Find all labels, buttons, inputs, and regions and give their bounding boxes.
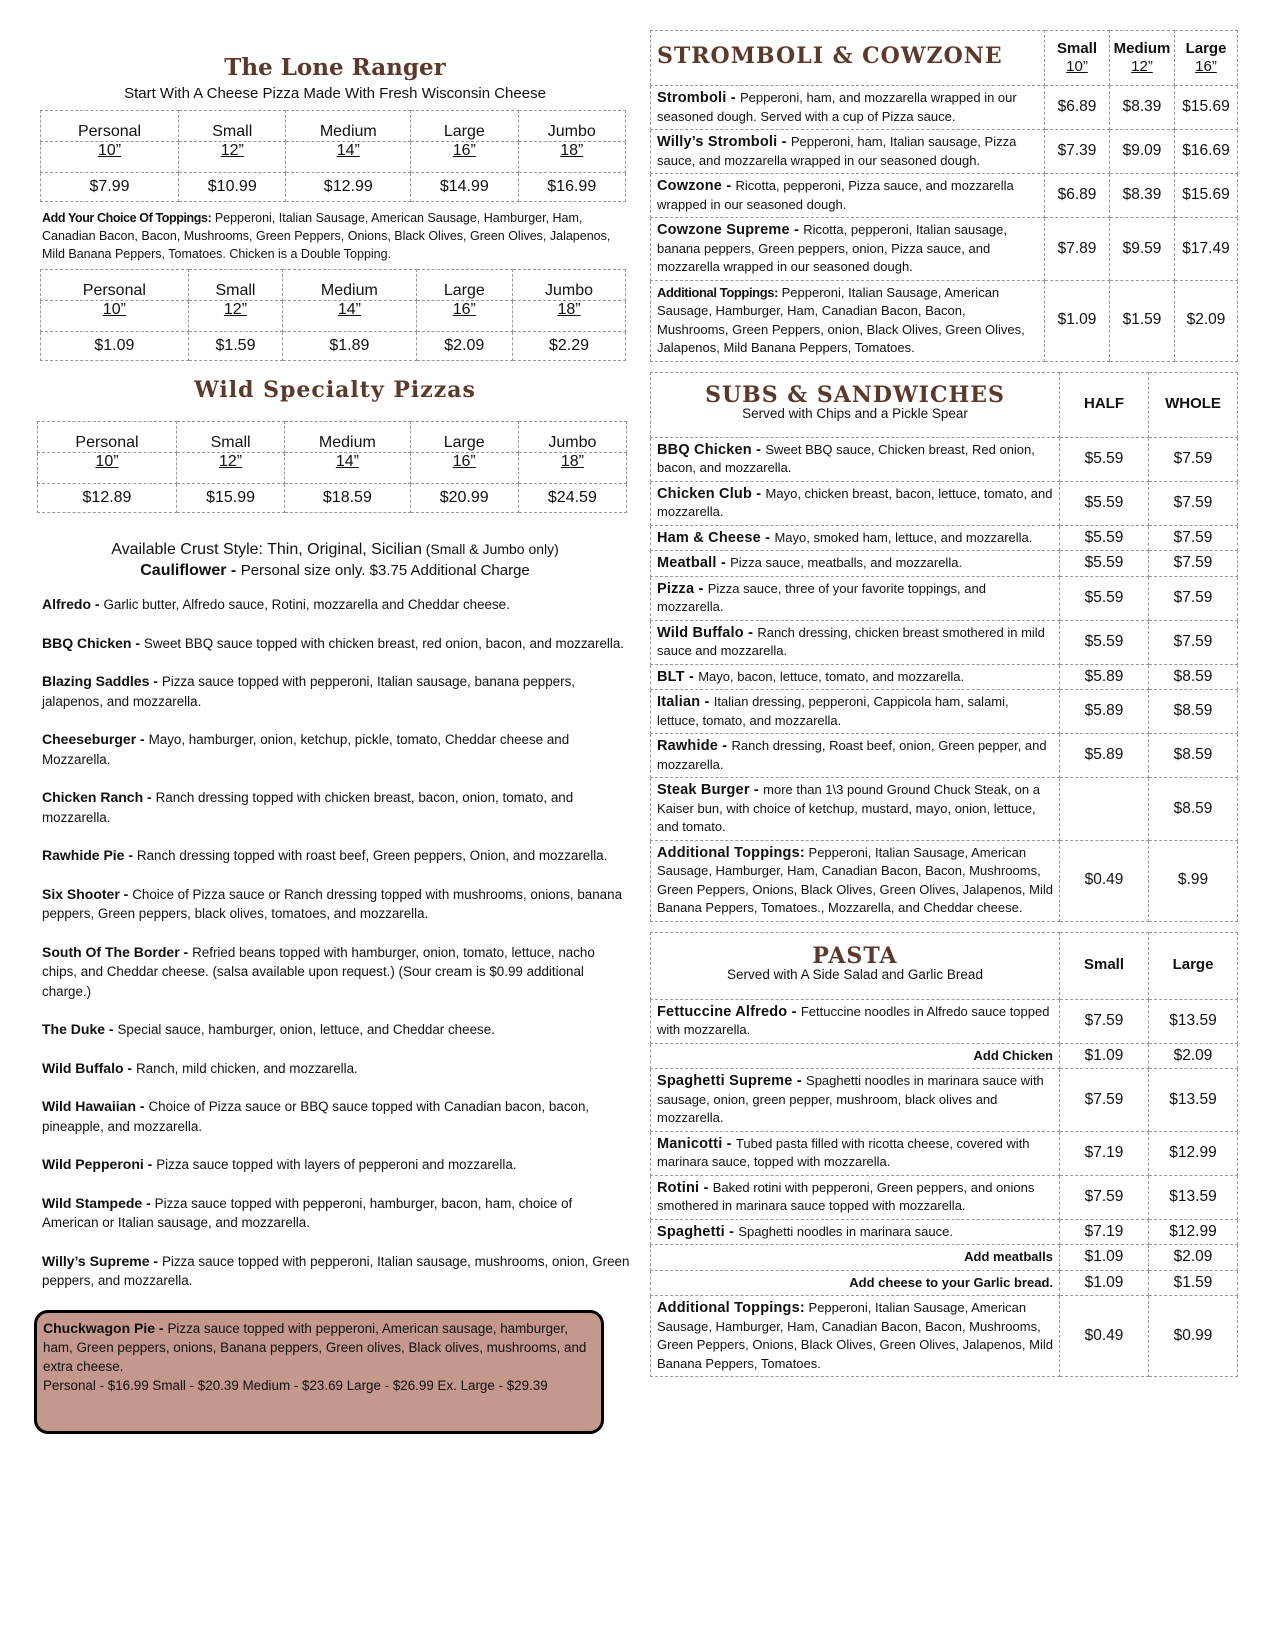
pizza-name: Chicken Ranch - <box>42 789 156 805</box>
item-name: Stromboli - <box>657 90 740 106</box>
right-column <box>650 30 1240 1377</box>
pizza-desc: Refried beans topped with hamburger, onion, tomato, lettuce, nacho chips, and Cheddar cheese. (salsa available upon request.) (Sour cream is $0.99 additional charge.) <box>42 944 595 999</box>
pizza-name: Blazing Saddles - <box>42 673 162 689</box>
pizza-desc: Ranch dressing topped with chicken breast, bacon, onion, tomato, and mozzarella. <box>42 790 574 825</box>
topping-size-inches: 14” <box>283 301 416 332</box>
pasta-header <box>651 932 1238 999</box>
pizza-desc: Pizza sauce topped with pepperoni, hamburger, bacon, ham, choice of American or Italian sausage, and mozzarella. <box>42 1195 573 1230</box>
stromboli-item <box>651 130 1045 174</box>
specialty-row-inch <box>38 453 627 484</box>
item-name: Ham & Cheese - <box>657 529 775 546</box>
pasta-addon: Add Chicken <box>651 1043 1060 1069</box>
pasta-price: $13.59 <box>1149 1069 1238 1132</box>
pizza-desc: Special sauce, hamburger, onion, lettuce, and Cheddar cheese. <box>117 1022 495 1037</box>
subs-price: $5.89 <box>1060 690 1149 734</box>
subs-subtitle: Served with Chips and a Pickle Spear <box>742 405 968 421</box>
specialty-size-price: $20.99 <box>410 484 518 513</box>
pizza-name: Wild Stampede - <box>42 1194 155 1211</box>
item-name: Wild Buffalo - <box>657 624 758 641</box>
chuckwagon-box <box>34 1310 604 1434</box>
item-name: Chicken Club - <box>657 485 766 502</box>
crust-label: Available Crust Style: Thin, Original, Sicilian <box>111 541 422 558</box>
chuckwagon-name: Chuckwagon Pie - <box>43 1319 168 1336</box>
pizza-name: Wild Buffalo - <box>42 1059 136 1076</box>
stromboli-row <box>651 130 1238 174</box>
pizza-name: The Duke - <box>42 1021 118 1037</box>
lone-ranger-size-price: $7.99 <box>41 173 179 202</box>
lone-ranger-size-label: Small <box>179 111 286 142</box>
pizza-item <box>42 1155 630 1175</box>
stromboli-additional-price: $2.09 <box>1175 280 1238 361</box>
subs-row <box>651 437 1238 481</box>
pizza-desc: Sweet BBQ sauce topped with chicken breast, red onion, bacon, and mozzarella. <box>143 635 625 651</box>
item-desc: Spaghetti noodles in marinara sauce. <box>738 1223 953 1239</box>
pasta-title: PASTA <box>812 943 898 969</box>
stromboli-row <box>651 174 1238 218</box>
subs-title-cell <box>651 372 1060 437</box>
topping-size-price: $2.09 <box>416 332 513 361</box>
pasta-row <box>651 999 1238 1043</box>
specialty-size-label: Personal <box>38 422 177 453</box>
subs-row <box>651 620 1238 664</box>
subs-price: $8.59 <box>1149 690 1238 734</box>
subs-additional-price: $.99 <box>1149 840 1238 921</box>
pizza-name: Six Shooter - <box>42 885 133 902</box>
specialty-size-inches: 18” <box>518 453 626 484</box>
pizza-name: Wild Pepperoni - <box>42 1156 157 1172</box>
item-desc: Pepperoni, ham, Italian sausage, Pizza sauce, and mozzarella wrapped in our seasoned dough. <box>657 134 1017 168</box>
subs-price: $5.89 <box>1060 734 1149 778</box>
pasta-row <box>651 1245 1238 1271</box>
additional-label: Additional Toppings: <box>657 844 805 861</box>
stromboli-header <box>651 31 1238 86</box>
pizza-item <box>42 885 630 924</box>
item-desc: Italian dressing, pepperoni, Cappicola ham, salami, lettuce, tomato, and mozzarella. <box>657 694 1009 728</box>
pasta-price: $7.19 <box>1060 1131 1149 1175</box>
pasta-row <box>651 1270 1238 1296</box>
item-name: Italian - <box>657 694 714 710</box>
pizza-name: BBQ Chicken - <box>42 634 144 651</box>
specialty-size-price: $18.59 <box>285 484 410 513</box>
specialty-size-price: $24.59 <box>518 484 626 513</box>
subs-price: $8.59 <box>1149 778 1238 841</box>
pasta-price: $12.99 <box>1149 1131 1238 1175</box>
pizza-name: Wild Hawaiian - <box>42 1098 149 1114</box>
item-desc: Ranch dressing, Roast beef, onion, Green pepper, and mozzarella. <box>657 738 1047 772</box>
pizza-desc: Ranch, mild chicken, and mozzarella. <box>135 1060 358 1076</box>
subs-item <box>651 620 1060 664</box>
col-inches: 10” <box>1066 58 1088 75</box>
specialty-size-inches: 16” <box>410 453 518 484</box>
subs-price: $8.59 <box>1149 734 1238 778</box>
subs-row <box>651 576 1238 620</box>
pasta-price: $7.59 <box>1060 999 1149 1043</box>
pasta-price: $7.19 <box>1060 1219 1149 1245</box>
pizza-name: Rawhide Pie - <box>42 847 137 863</box>
topping-size-inches: 10” <box>41 301 189 332</box>
subs-item <box>651 778 1060 841</box>
item-desc: Pizza sauce, meatballs, and mozzarella. <box>730 555 963 570</box>
pasta-price: $2.09 <box>1149 1245 1238 1271</box>
subs-item <box>651 525 1060 551</box>
item-desc: Spaghetti noodles in marinara sauce with sausage, onion, green pepper, mushroom, black olives and mozzarella. <box>657 1073 1044 1125</box>
additional-label: Additional Toppings: <box>657 284 779 300</box>
pasta-additional-row <box>651 1296 1238 1377</box>
item-desc: Sweet BBQ sauce, Chicken breast, Red onion, bacon, and mozzarella. <box>657 441 1035 475</box>
item-name: Cowzone - <box>657 178 736 194</box>
pizza-item <box>42 730 630 769</box>
subs-additional <box>651 840 1060 921</box>
item-desc: Mayo, bacon, lettuce, tomato, and mozzarella. <box>698 668 965 684</box>
pasta-price: $12.99 <box>1149 1219 1238 1245</box>
pizza-item <box>42 943 630 1002</box>
pasta-item <box>651 1131 1060 1175</box>
additional-label: Additional Toppings: <box>657 1300 805 1316</box>
specialty-row-price <box>38 484 627 513</box>
subs-additional-row <box>651 840 1238 921</box>
subs-header <box>651 372 1238 437</box>
specialty-size-table <box>37 421 627 513</box>
item-desc: Baked rotini with pepperoni, Green peppers, and onions smothered in marinara sauce topped with mozzarella. <box>657 1179 1035 1213</box>
item-desc: Tubed pasta filled with ricotta cheese, covered with marinara sauce, topped with mozzarella. <box>657 1135 1030 1169</box>
item-desc: Ricotta, pepperoni, Pizza sauce, and mozzarella wrapped in our seasoned dough. <box>657 178 1014 212</box>
subs-price: $5.59 <box>1060 551 1149 577</box>
pasta-price: $1.09 <box>1060 1270 1149 1296</box>
col-name: Small <box>1056 39 1098 57</box>
pasta-row <box>651 1043 1238 1069</box>
item-desc: Mayo, smoked ham, lettuce, and mozzarella. <box>774 529 1033 545</box>
subs-row <box>651 551 1238 577</box>
pasta-row <box>651 1175 1238 1219</box>
subs-item <box>651 690 1060 734</box>
topping-row-name <box>41 270 626 301</box>
specialty-size-inches: 10” <box>38 453 177 484</box>
item-desc: Pepperoni, ham, and mozzarella wrapped in our seasoned dough. Served with a cup of Pizza sauce. <box>657 90 1017 124</box>
pizza-item <box>42 1194 630 1233</box>
subs-row <box>651 525 1238 551</box>
pizza-item <box>42 1020 630 1040</box>
lone-ranger-subtitle: Start With A Cheese Pizza Made With Fresh Wisconsin Cheese <box>124 85 546 102</box>
subs-price: $5.59 <box>1060 620 1149 664</box>
pizza-desc: Garlic butter, Alfredo sauce, Rotini, mozzarella and Cheddar cheese. <box>103 597 510 612</box>
subs-item <box>651 437 1060 481</box>
cauli-label: Cauliflower - <box>140 562 241 579</box>
item-desc: Ranch dressing, chicken breast smothered in mild sauce and mozzarella. <box>657 624 1045 658</box>
stromboli-price: $9.59 <box>1110 218 1175 281</box>
topping-row-price <box>41 332 626 361</box>
pizza-desc: Choice of Pizza sauce or BBQ sauce topped with Canadian bacon, bacon, pineapple, and mozzarella. <box>42 1099 590 1134</box>
subs-row <box>651 778 1238 841</box>
pizza-item <box>42 788 630 827</box>
item-desc: more than 1\3 pound Ground Chuck Steak, on a Kaiser bun, with choice of ketchup, mustard, mayo, onion, lettuce, and tomato. <box>657 782 1040 834</box>
stromboli-table <box>650 30 1238 362</box>
topping-row-inch <box>41 301 626 332</box>
topping-size-label: Jumbo <box>513 270 626 301</box>
stromboli-title-text: STROMBOLI & COWZONE <box>657 43 1003 70</box>
subs-price: $7.59 <box>1149 551 1238 577</box>
topping-size-label: Large <box>416 270 513 301</box>
stromboli-price: $8.39 <box>1110 174 1175 218</box>
stromboli-row <box>651 218 1238 281</box>
lone-ranger-title: The Lone Ranger <box>224 54 446 81</box>
item-desc: Pizza sauce, three of your favorite toppings, and mozzarella. <box>657 580 986 614</box>
subs-price: $7.59 <box>1149 525 1238 551</box>
stromboli-item <box>651 86 1045 130</box>
additional-desc: Pepperoni, Italian Sausage, American Sausage, Hamburger, Ham, Canadian Bacon, Bacon, Mushrooms, Green Peppers, Onions, Black Olives, Green Olives, Jalapenos, Mild Banana Peppers, Tomatoes. <box>657 1300 1053 1371</box>
stromboli-price: $6.89 <box>1045 86 1110 130</box>
pizza-item <box>42 634 630 654</box>
lone-ranger-size-inches: 18” <box>518 142 626 173</box>
stromboli-price: $15.69 <box>1175 86 1238 130</box>
subs-row <box>651 664 1238 690</box>
pasta-additional-price: $0.99 <box>1149 1296 1238 1377</box>
topping-size-price: $2.29 <box>513 332 626 361</box>
subs-price <box>1060 778 1149 841</box>
item-name: Spaghetti - <box>657 1223 739 1240</box>
pasta-title-cell <box>651 932 1060 999</box>
pizza-item <box>42 1097 630 1136</box>
lone-ranger-size-inches: 14” <box>286 142 411 173</box>
lone-ranger-row-name <box>41 111 626 142</box>
subs-item <box>651 481 1060 525</box>
topping-size-inches: 18” <box>513 301 626 332</box>
pasta-item <box>651 1069 1060 1132</box>
subs-additional-price: $0.49 <box>1060 840 1149 921</box>
pizza-name: Cheeseburger - <box>42 731 149 747</box>
topping-size-inches: 12” <box>188 301 283 332</box>
stromboli-additional-price: $1.09 <box>1045 280 1110 361</box>
item-name: Willy’s Stromboli - <box>657 134 791 150</box>
subs-item <box>651 551 1060 577</box>
pizza-name: Alfredo - <box>42 596 104 612</box>
subs-price: $5.59 <box>1060 576 1149 620</box>
pizza-item <box>42 595 630 615</box>
pasta-price: $13.59 <box>1149 1175 1238 1219</box>
specialty-size-price: $15.99 <box>176 484 284 513</box>
subs-col-header: WHOLE <box>1149 372 1238 437</box>
lone-ranger-size-label: Large <box>411 111 518 142</box>
subs-table <box>650 372 1238 922</box>
topping-size-price: $1.59 <box>188 332 283 361</box>
pizza-desc: Pizza sauce topped with layers of pepperoni and mozzarella. <box>156 1157 517 1172</box>
topping-size-label: Small <box>188 270 283 301</box>
crust-info <box>40 539 630 581</box>
pizza-item <box>42 672 630 711</box>
lone-ranger-size-table <box>40 110 626 202</box>
lone-ranger-size-label: Jumbo <box>518 111 626 142</box>
pasta-price: $1.09 <box>1060 1043 1149 1069</box>
specialty-size-label: Medium <box>285 422 410 453</box>
subs-price: $5.59 <box>1060 525 1149 551</box>
subs-price: $5.59 <box>1060 437 1149 481</box>
pasta-col-header: Small <box>1060 932 1149 999</box>
item-name: Meatball - <box>657 555 731 571</box>
subs-price: $7.59 <box>1149 437 1238 481</box>
stromboli-col-header <box>1045 31 1110 86</box>
subs-title: SUBS & SANDWICHES <box>705 382 1005 408</box>
subs-row <box>651 734 1238 778</box>
lone-ranger-size-inches: 12” <box>179 142 286 173</box>
col-name: Medium <box>1113 39 1171 57</box>
item-name: Spaghetti Supreme - <box>657 1073 807 1089</box>
pizza-desc: Pizza sauce topped with pepperoni, Italian sausage, banana peppers, jalapenos, and mozzarella. <box>42 674 575 709</box>
col-inches: 16” <box>1195 58 1217 75</box>
stromboli-col-header <box>1110 31 1175 86</box>
subs-price: $5.89 <box>1060 664 1149 690</box>
stromboli-title <box>651 31 1045 86</box>
stromboli-additional-row <box>651 280 1238 361</box>
pasta-addon: Add cheese to your Garlic bread. <box>651 1270 1060 1296</box>
item-desc: Ricotta, pepperoni, Italian sausage, banana peppers, Green peppers, onion, Pizza sauce, and mozzarella wrapped in our seasoned dough. <box>657 222 1008 274</box>
pizza-name: South Of The Border - <box>42 943 193 960</box>
specialty-pizza-list <box>40 595 630 1291</box>
item-desc: Fettuccine noodles in Alfredo sauce topped with mozzarella. <box>657 1003 1050 1037</box>
chuckwagon-prices: Personal - $16.99 Small - $20.39 Medium - $23.69 Large - $26.99 Ex. Large - $29.39 <box>43 1377 548 1393</box>
pasta-price: $13.59 <box>1149 999 1238 1043</box>
item-name: Fettuccine Alfredo - <box>657 1003 801 1020</box>
pasta-price: $2.09 <box>1149 1043 1238 1069</box>
stromboli-price: $7.89 <box>1045 218 1110 281</box>
pizza-desc: Mayo, hamburger, onion, ketchup, pickle, tomato, Cheddar cheese and Mozzarella. <box>42 732 570 767</box>
pizza-item <box>42 846 630 866</box>
item-name: Manicotti - <box>657 1135 736 1152</box>
pasta-row <box>651 1069 1238 1132</box>
subs-item <box>651 576 1060 620</box>
specialty-size-label: Jumbo <box>518 422 626 453</box>
item-name: Steak Burger - <box>657 782 764 798</box>
lone-ranger-size-price: $12.99 <box>286 173 411 202</box>
subs-price: $7.59 <box>1149 481 1238 525</box>
stromboli-item <box>651 174 1045 218</box>
specialty-size-inches: 12” <box>176 453 284 484</box>
left-column <box>40 50 630 1434</box>
additional-desc: Pepperoni, Italian Sausage, American Sausage, Hamburger, Ham, Canadian Bacon, Bacon, Mushrooms, Green Peppers, Onions, Black Olives, Green Olives, Jalapenos, Mild Banana Peppers, Tomatoes., Mozzarella, and Cheddar cheese. <box>657 844 1053 915</box>
pasta-col-header: Large <box>1149 932 1238 999</box>
stromboli-item <box>651 218 1045 281</box>
stromboli-additional <box>651 280 1045 361</box>
stromboli-price: $15.69 <box>1175 174 1238 218</box>
lone-ranger-size-inches: 16” <box>411 142 518 173</box>
lone-ranger-size-price: $14.99 <box>411 173 518 202</box>
subs-row <box>651 481 1238 525</box>
stromboli-price: $8.39 <box>1110 86 1175 130</box>
stromboli-price: $7.39 <box>1045 130 1110 174</box>
specialty-size-inches: 14” <box>285 453 410 484</box>
lone-ranger-toppings-note <box>42 209 630 263</box>
lone-ranger-size-price: $16.99 <box>518 173 626 202</box>
pasta-price: $1.09 <box>1060 1245 1149 1271</box>
item-name: Rawhide - <box>657 738 732 754</box>
pasta-price: $7.59 <box>1060 1069 1149 1132</box>
additional-desc: Pepperoni, Italian Sausage, American Sausage, Hamburger, Ham, Canadian Bacon, Bacon, Mushrooms, Green Peppers, onion, Black Olives, Green Olives, Jalapenos, Mild Banana Peppers, Tomatoes. <box>657 284 1025 355</box>
stromboli-price: $17.49 <box>1175 218 1238 281</box>
topping-price-table <box>40 269 626 361</box>
subs-price: $7.59 <box>1149 620 1238 664</box>
lone-ranger-size-inches: 10” <box>41 142 179 173</box>
pasta-table <box>650 932 1238 1378</box>
item-name: Cowzone Supreme - <box>657 222 804 238</box>
lone-ranger-size-label: Personal <box>41 111 179 142</box>
topping-size-price: $1.89 <box>283 332 416 361</box>
subs-item <box>651 664 1060 690</box>
topping-size-label: Medium <box>283 270 416 301</box>
item-name: BBQ Chicken - <box>657 441 766 458</box>
stromboli-additional-price: $1.59 <box>1110 280 1175 361</box>
lone-ranger-size-price: $10.99 <box>179 173 286 202</box>
item-name: Pizza - <box>657 580 708 597</box>
toppings-label: Add Your Choice Of Toppings: <box>42 211 212 225</box>
col-inches: 12” <box>1131 58 1153 75</box>
lone-ranger-row-inch <box>41 142 626 173</box>
specialty-size-label: Large <box>410 422 518 453</box>
crust-note: (Small & Jumbo only) <box>421 541 559 557</box>
subs-price: $8.59 <box>1149 664 1238 690</box>
pasta-subtitle: Served with A Side Salad and Garlic Bread <box>727 966 983 982</box>
lone-ranger-row-price <box>41 173 626 202</box>
item-desc: Mayo, chicken breast, bacon, lettuce, tomato, and mozzarella. <box>657 485 1053 519</box>
pasta-additional <box>651 1296 1060 1377</box>
stromboli-price: $16.69 <box>1175 130 1238 174</box>
toppings-text: Pepperoni, Italian Sausage, American Sausage, Hamburger, Ham, Canadian Bacon, Bacon, Mushrooms, Green Peppers, Onions, Black Olives, Green Olives, Jalapenos, Mild Banana Peppers, Tomatoes. Chicken is a Double Topping. <box>42 211 611 261</box>
pasta-row <box>651 1131 1238 1175</box>
pizza-desc: Ranch dressing topped with roast beef, Green peppers, Onion, and mozzarella. <box>136 848 608 863</box>
specialty-size-price: $12.89 <box>38 484 177 513</box>
pasta-additional-price: $0.49 <box>1060 1296 1149 1377</box>
chuckwagon-desc: Pizza sauce topped with pepperoni, American sausage, hamburger, ham, Green peppers, onions, Banana peppers, Green olives, Black olives, mushrooms, and extra cheese. <box>43 1320 587 1374</box>
pasta-addon: Add meatballs <box>651 1245 1060 1271</box>
col-name: Large <box>1185 39 1227 57</box>
pizza-desc: Choice of Pizza sauce or Ranch dressing topped with mushrooms, onions, banana peppers, Green peppers, black olives, tomatoes, and mozzarella. <box>42 886 623 921</box>
specialty-size-label: Small <box>176 422 284 453</box>
pizza-item <box>42 1252 630 1291</box>
subs-row <box>651 690 1238 734</box>
pizza-item <box>42 1059 630 1079</box>
subs-price: $5.59 <box>1060 481 1149 525</box>
pasta-item <box>651 1175 1060 1219</box>
specialty-row-name <box>38 422 627 453</box>
stromboli-col-header <box>1175 31 1238 86</box>
item-name: Rotini - <box>657 1179 713 1196</box>
pasta-item <box>651 1219 1060 1245</box>
pasta-price: $7.59 <box>1060 1175 1149 1219</box>
subs-col-header: HALF <box>1060 372 1149 437</box>
topping-size-inches: 16” <box>416 301 513 332</box>
stromboli-row <box>651 86 1238 130</box>
topping-size-price: $1.09 <box>41 332 189 361</box>
pasta-item <box>651 999 1060 1043</box>
pasta-price: $1.59 <box>1149 1270 1238 1296</box>
topping-size-label: Personal <box>41 270 189 301</box>
pasta-row <box>651 1219 1238 1245</box>
pizza-name: Willy’s Supreme - <box>42 1252 162 1269</box>
lone-ranger-size-label: Medium <box>286 111 411 142</box>
item-name: BLT - <box>657 668 699 685</box>
subs-item <box>651 734 1060 778</box>
stromboli-price: $6.89 <box>1045 174 1110 218</box>
cauli-note: Personal size only. $3.75 Additional Charge <box>240 562 530 579</box>
pizza-desc: Pizza sauce topped with pepperoni, Italian sausage, mushrooms, onion, Green peppers, and mozzarella. <box>42 1253 630 1288</box>
stromboli-price: $9.09 <box>1110 130 1175 174</box>
subs-price: $7.59 <box>1149 576 1238 620</box>
specialty-title: Wild Specialty Pizzas <box>194 377 476 403</box>
